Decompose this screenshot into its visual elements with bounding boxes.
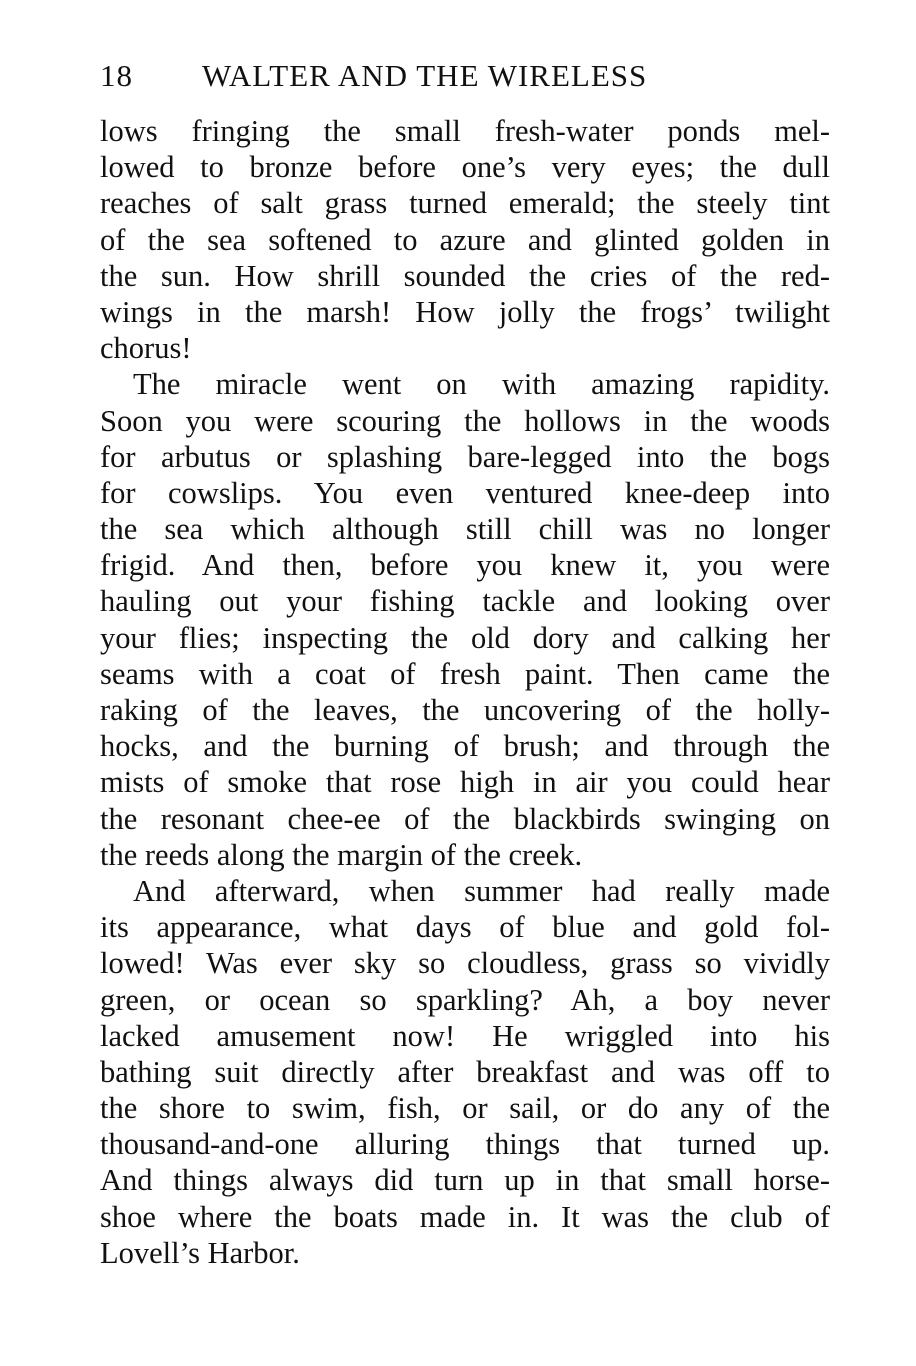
text-line: of the sea softened to azure and glinted golden in [100,222,830,257]
text-line: the resonant chee-ee of the blackbirds swinging on [100,801,830,836]
text-line: thousand-and-one alluring things that turned up. [100,1127,830,1162]
text-line: the sea which although still chill was no longer [100,512,830,547]
text-line: Lovell’s Harbor. [100,1235,300,1270]
text-line: seams with a coat of fresh paint. Then came the [100,656,830,691]
text-line: raking of the leaves, the uncovering of the holly- [100,693,830,727]
text-line: lowed to bronze before one’s very eyes; the dull [100,150,830,185]
paragraph-first-line: The miracle went on with amazing rapidity. [133,367,830,402]
text-line: And things always did turn up in that small horse- [100,1163,830,1198]
body-text [100,113,830,1271]
running-head [100,58,730,98]
text-line: lowed! Was ever sky so cloudless, grass so vividly [100,946,830,981]
text-line: wings in the marsh! How jolly the frogs’ twilight [100,294,830,329]
text-line: green, or ocean so sparkling? Ah, a boy never [100,982,830,1017]
text-line: the shore to swim, fish, or sail, or do any of the [100,1091,830,1126]
text-line: hauling out your fishing tackle and looking over [100,584,830,619]
text-line: hocks, and the burning of brush; and through the [100,729,830,764]
text-line: for arbutus or splashing bare-legged into the bogs [100,439,830,474]
text-line: mists of smoke that rose high in air you could hear [100,765,830,800]
text-line: chorus! [100,331,192,366]
text-line: Soon you were scouring the hollows in the woods [100,403,830,438]
text-line: lacked amusement now! He wriggled into his [100,1018,830,1053]
text-line: for cowslips. You even ventured knee-deep into [100,475,830,510]
text-line: lows fringing the small fresh-water ponds mel- [100,114,830,148]
text-line: bathing suit directly after breakfast and was off to [100,1054,830,1089]
text-line: frigid. And then, before you knew it, you were [100,548,830,583]
page-number: 18 [100,58,133,93]
text-line: shoe where the boats made in. It was the club of [100,1199,830,1234]
text-line: its appearance, what days of blue and gold fol- [100,910,830,945]
text-line: the reeds along the margin of the creek. [100,837,583,872]
text-line: reaches of salt grass turned emerald; the steely tint [100,186,830,221]
text-line: the sun. How shrill sounded the cries of the red- [100,258,830,293]
text-line: your flies; inspecting the old dory and calking her [100,620,830,655]
paragraph-first-line: And afterward, when summer had really made [133,873,830,908]
running-title: WALTER AND THE WIRELESS [202,58,648,93]
